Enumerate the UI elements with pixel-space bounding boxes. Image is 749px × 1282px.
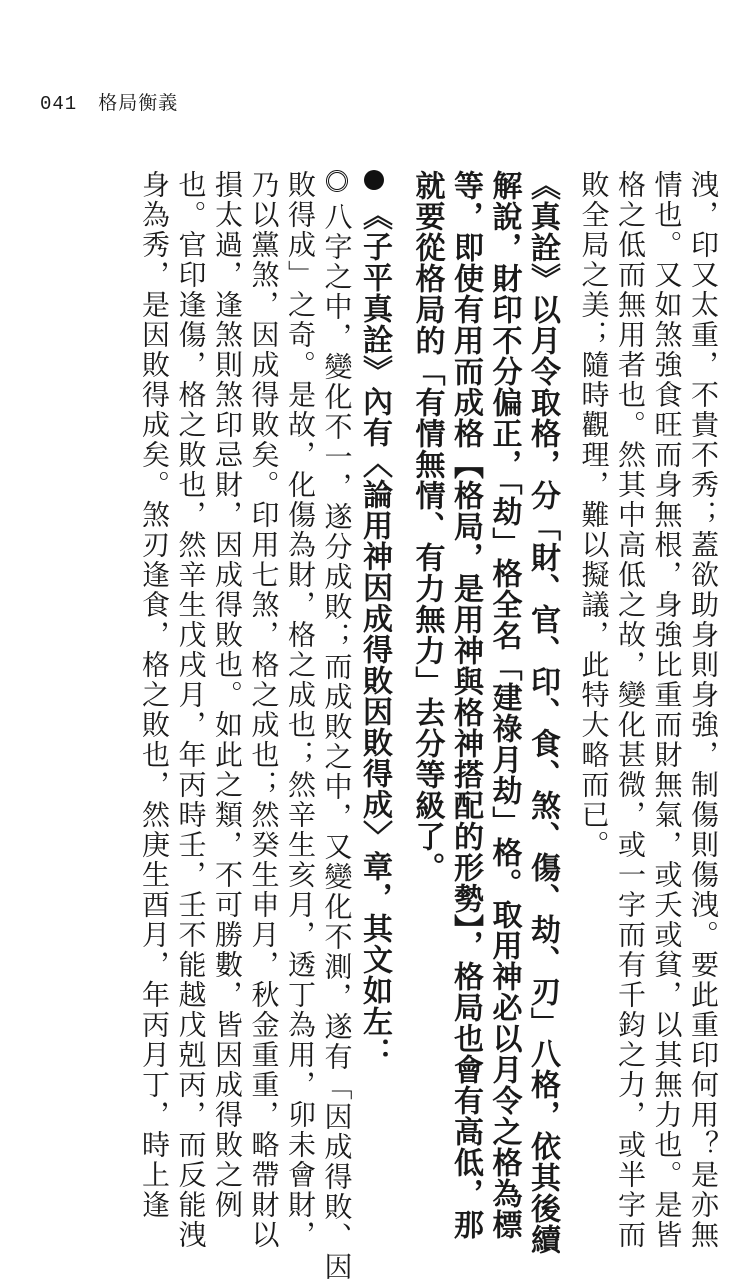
page-body	[21, 170, 721, 1282]
page-header	[40, 88, 178, 115]
paragraph-gap	[393, 170, 407, 1150]
text-line	[318, 170, 355, 1282]
paragraph-gap	[561, 170, 575, 1150]
text-line: 《真詮》以月令取格，分「財、官、印、食、煞、傷、劫、刃」八格，依其後續	[525, 170, 560, 1255]
book-title: 格局衡義	[98, 92, 179, 114]
text-line: 損太過，逢煞則煞印忌財，因成得敗也。如此之類，不可勝數，皆因成得敗之例	[211, 170, 244, 1220]
text-line: 等，即使有用而成格【格局，是用神與格神搭配的形勢】，格局也會有高低，那	[448, 170, 483, 1240]
text-line: 敗得成」之奇。是故，化傷為財，格之成也；然辛生亥月，透丁為用，卯未會財，	[284, 170, 317, 1250]
page-number: 041	[40, 93, 78, 115]
text-line: 解說，財印不分偏正，「劫」格全名「建祿月劫」格。取用神必以月令之格為標	[486, 170, 522, 1240]
text-line: 格之低而無用者也。然其中高低之故，變化甚微，或一字而有千鈞之力，或半字而	[614, 170, 647, 1250]
section-heading: 《子平真詮》內有〈論用神因成得敗因敗得成〉章，其文如左：	[357, 200, 392, 1068]
double-circle-icon	[326, 170, 348, 192]
text-line: 乃以黨煞，因成得敗矣。印用七煞，格之成也；然癸生申月，秋金重重，略帶財以	[247, 170, 281, 1250]
text-line: 情也。又如煞強食旺而身無根，身強比重而財無氣，或夭或貧，以其無力也。是皆	[650, 170, 684, 1250]
text-line: 身為秀，是因敗得成矣。煞刃逢食，格之敗也，然庚生酉月，年丙月丁，時上逢	[138, 170, 171, 1220]
bullet-icon	[364, 170, 384, 190]
text-line: 洩，印又太重，不貴不秀；蓋欲助身則身強，制傷則傷洩。要此重印何用？是亦無	[687, 170, 720, 1250]
quote-line: 八字之中，變化不一，遂分成敗；而成敗之中，又變化不測，遂有「因成得敗、因	[320, 202, 354, 1282]
text-line: 敗全局之美；隨時觀理，難以擬議，此特大略而已。	[577, 170, 611, 860]
section-heading-line	[355, 170, 394, 1150]
text-line: 就要從格局的「有情無情、有力無力」去分等級了。	[409, 170, 445, 883]
text-line: 也。官印逢傷，格之敗也，然辛生戊戌月，年丙時壬，壬不能越戊剋丙，而反能洩	[174, 170, 208, 1250]
